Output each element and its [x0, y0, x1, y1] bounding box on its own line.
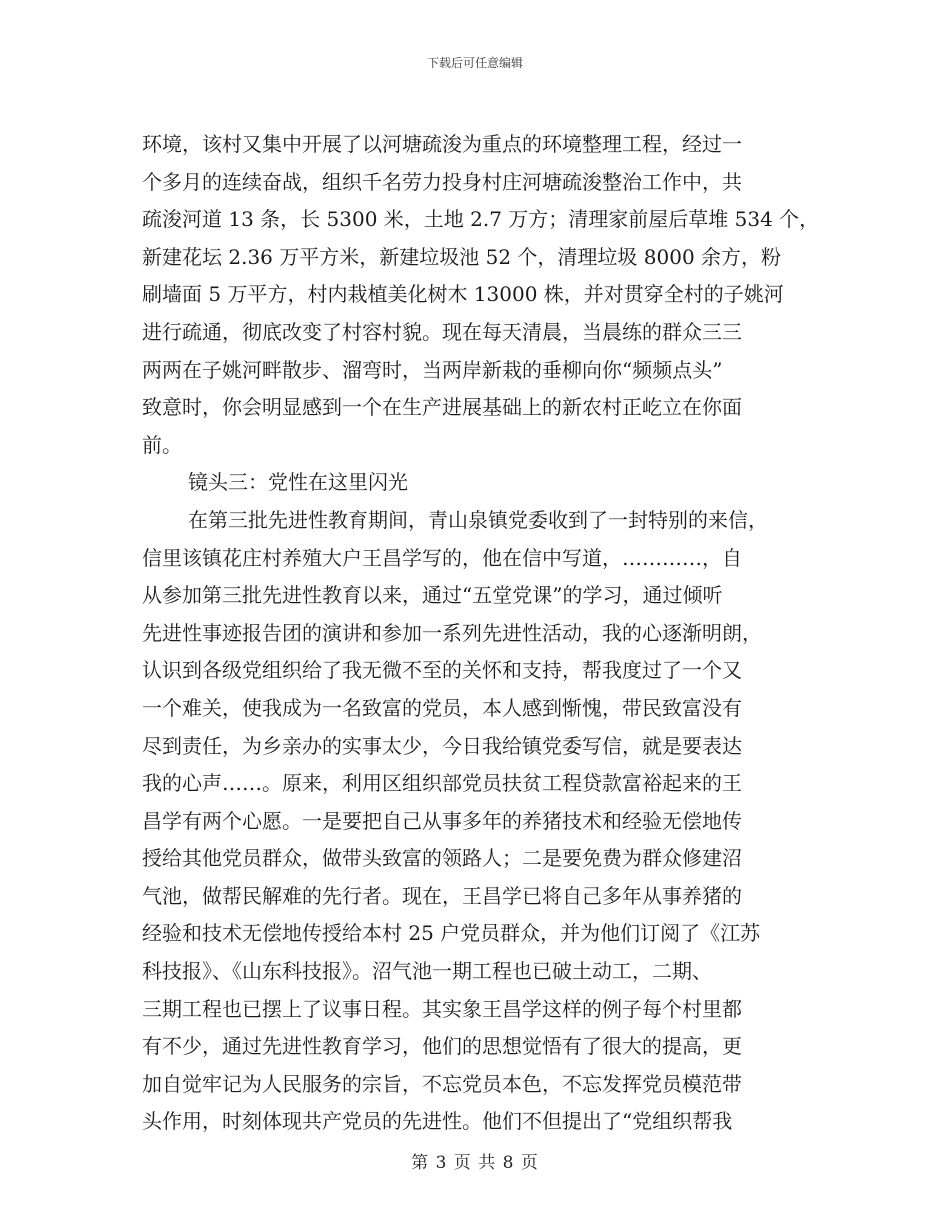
text-line: 致意时，你会明显感到一个在生产进展基础上的新农村正屹立在你面 — [142, 395, 742, 420]
document-body — [142, 126, 822, 1141]
text-line: 授给其他党员群众，做带头致富的领路人；二是要免费为群众修建沼 — [142, 846, 742, 871]
text-line: 昌学有两个心愿。一是要把自己从事多年的养猪技术和经验无偿地传 — [142, 808, 742, 833]
text-line: 我的心声……。原来，利用区组织部党员扶贫工程贷款富裕起来的王 — [142, 771, 742, 796]
text-line: 经验和技术无偿地传授给本村 25 户党员群众，并为他们订阅了《江苏 — [142, 921, 761, 946]
section-heading: 镜头三：党性在这里闪光 — [188, 470, 408, 495]
text-line: 在第三批先进性教育期间，青山泉镇党委收到了一封特别的来信， — [188, 507, 768, 532]
text-line: 认识到各级党组织给了我无微不至的关怀和支持，帮我度过了一个又 — [142, 658, 742, 683]
text-line: 刷墙面 5 万平方，村内栽植美化树木 13000 株，并对贯穿全村的子姚河 — [142, 282, 784, 307]
text-line: 疏浚河道 13 条，长 5300 米，土地 2.7 万方；清理家前屋后草堆 534 个， — [142, 207, 820, 232]
text-line: 从参加第三批先进性教育以来，通过“五堂党课”的学习，通过倾听 — [142, 583, 723, 608]
text-line: 头作用，时刻体现共产党员的先进性。他们不但提出了“党组织帮我 — [142, 1109, 733, 1134]
page-number: 第 3 页 共 8 页 — [411, 1153, 539, 1173]
page-header: 下载后可任意编辑 — [426, 56, 523, 70]
text-line: 信里该镇花庄村养殖大户王昌学写的，他在信中写道，…………，自 — [142, 545, 742, 570]
text-line: 前。 — [142, 432, 182, 457]
text-line: 先进性事迹报告团的演讲和参加一系列先进性活动，我的心逐渐明朗， — [142, 620, 762, 645]
text-line: 三期工程也已摆上了议事日程。其实象王昌学这样的例子每个村里都 — [142, 996, 742, 1021]
text-line: 环境，该村又集中开展了以河塘疏浚为重点的环境整理工程，经过一 — [142, 132, 742, 156]
text-line: 进行疏通，彻底改变了村容村貌。现在每天清晨，当晨练的群众三三 — [142, 319, 742, 344]
text-line: 个多月的连续奋战，组织千名劳力投身村庄河塘疏浚整治工作中，共 — [142, 169, 742, 194]
text-line: 尽到责任，为乡亲办的实事太少，今日我给镇党委写信，就是要表达 — [142, 733, 742, 758]
text-line: 科技报》、《山东科技报》。沼气池一期工程也已破土动工，二期、 — [142, 959, 712, 984]
text-line: 有不少，通过先进性教育学习，他们的思想觉悟有了很大的提高，更 — [142, 1034, 742, 1059]
text-line: 气池，做帮民解难的先行者。现在，王昌学已将自己多年从事养猪的 — [142, 883, 742, 908]
text-line: 两两在子姚河畔散步、溜弯时，当两岸新栽的垂柳向你“频频点头” — [142, 357, 723, 382]
text-line: 加自觉牢记为人民服务的宗旨，不忘党员本色，不忘发挥党员模范带 — [142, 1071, 742, 1096]
text-line: 一个难关，使我成为一名致富的党员，本人感到惭愧，带民致富没有 — [142, 695, 742, 720]
text-line: 新建花坛 2.36 万平方米，新建垃圾池 52 个，清理垃圾 8000 余方，粉 — [142, 244, 782, 269]
